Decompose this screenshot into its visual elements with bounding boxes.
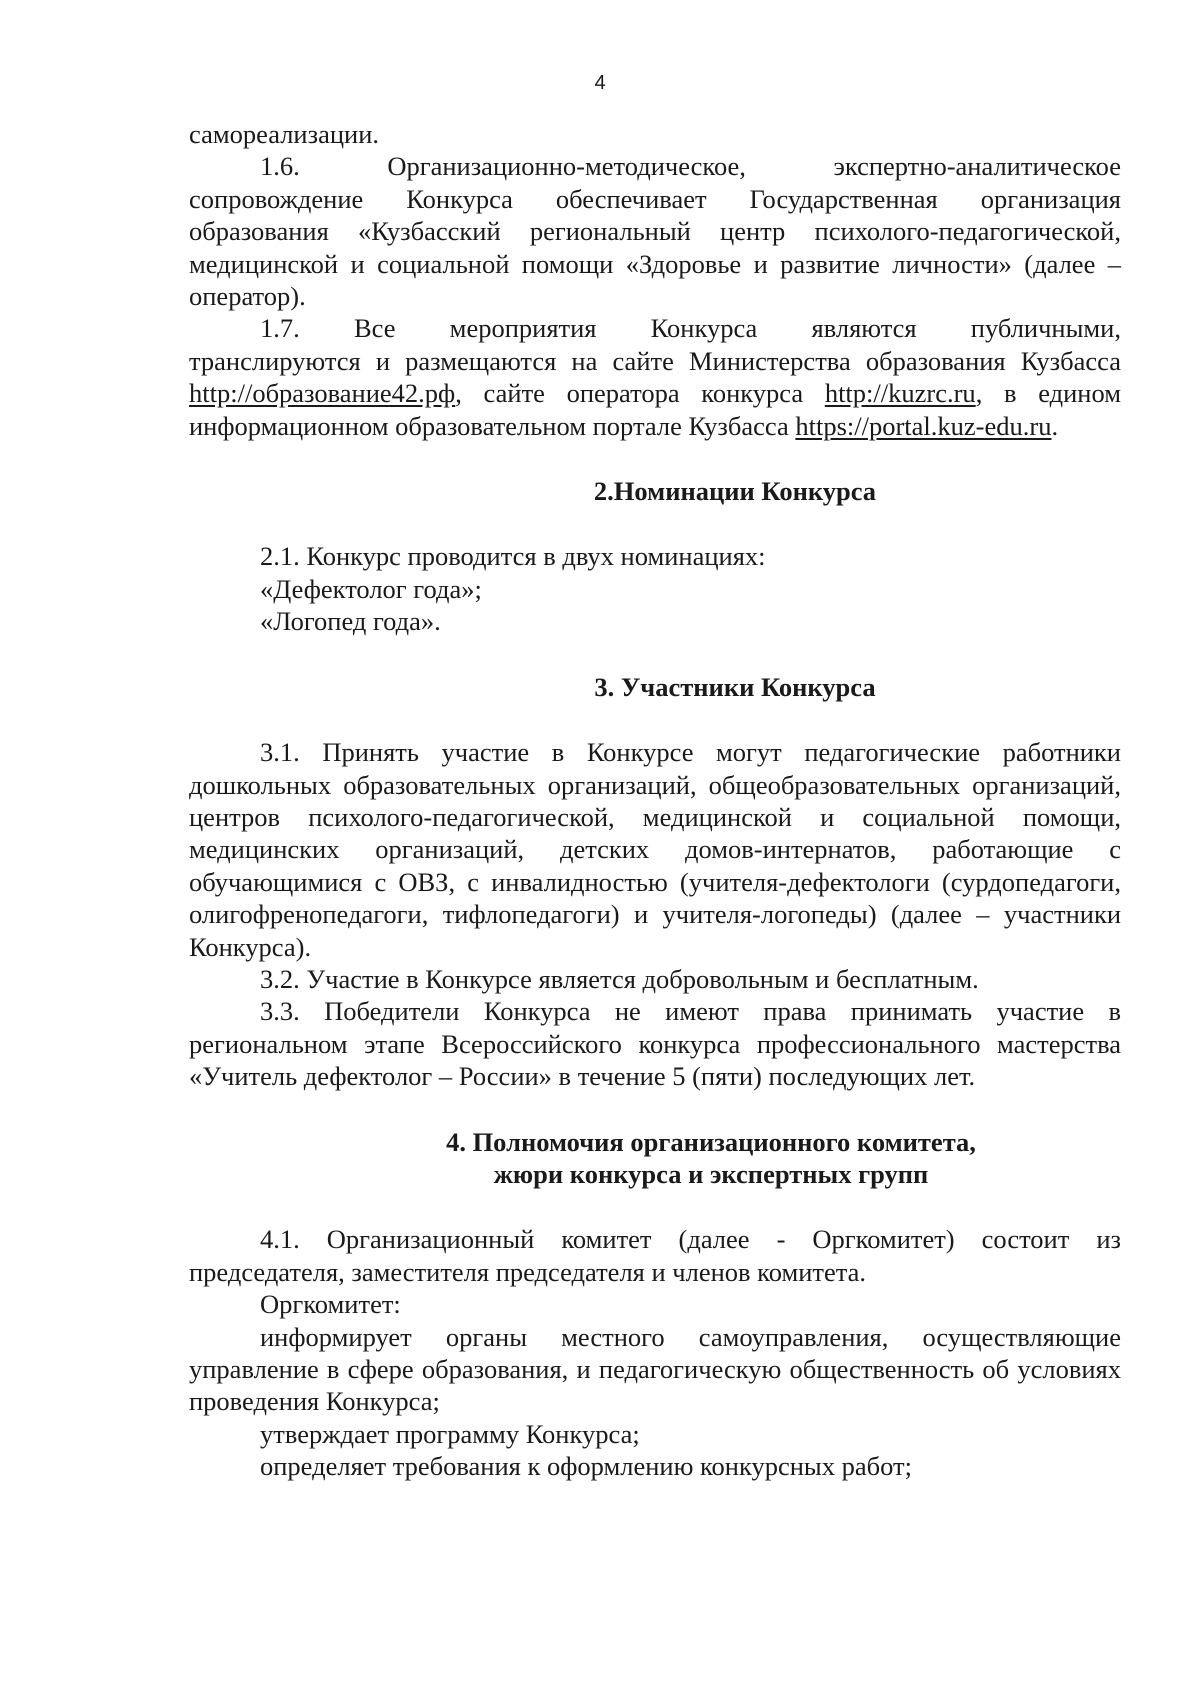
paragraph-1-6-lead: 1.6. Организационно-методическое, экспертно-аналитическое <box>260 151 1121 182</box>
section-4-heading-line-1: 4. Полномочия организационного комитета, <box>446 1126 976 1157</box>
text-segment: , в едином информационном образовательном портале Кузбасса <box>189 378 1121 441</box>
ministry-link[interactable]: http://образование42.рф <box>189 378 456 409</box>
text-segment: , сайте оператора конкурса <box>455 378 825 409</box>
orgkomitet-duty-3: определяет требования к оформлению конкурсных работ; <box>260 1451 912 1482</box>
section-3-heading: 3. Участники Конкурса <box>594 671 876 702</box>
item-2-1: 2.1. Конкурс проводится в двух номинациях: <box>260 541 766 572</box>
nomination-speech-therapist: «Логопед года». <box>260 606 441 637</box>
paragraph-1-6: сопровождение Конкурса обеспечивает Государственная организация образования «Кузбасский региональный центр психолого-педагогической, медицинской и социальной помощи «Здоровье и развитие личности» (далее – оператор). <box>189 183 1121 312</box>
paragraph-3-2: 3.2. Участие в Конкурсе является добровольным и бесплатным. <box>260 963 979 994</box>
text-segment: транслируются и размещаются на сайте Министерства образования Кузбасса <box>189 345 1121 376</box>
intro-line: самореализации. <box>189 119 380 149</box>
nomination-defectologist: «Дефектолог года»; <box>260 573 482 604</box>
document-body <box>189 118 1121 1483</box>
text-segment: . <box>1051 410 1059 441</box>
paragraph-1-7 <box>189 345 1121 442</box>
orgkomitet-label: Оргкомитет: <box>260 1289 401 1320</box>
section-4-heading-line-2: жюри конкурса и экспертных групп <box>493 1158 929 1189</box>
section-2-heading: 2.Номинации Конкурса <box>593 476 877 507</box>
portal-link[interactable]: https://portal.kuz-edu.ru <box>795 410 1052 441</box>
orgkomitet-duty-1: информирует органы местного самоуправления, осуществляющие управление в сфере образования, и педагогическую общественность об условиях проведения Конкурса; <box>189 1321 1121 1417</box>
orgkomitet-duty-2: утверждает программу Конкурса; <box>260 1418 640 1449</box>
paragraph-1-7-lead: 1.7. Все мероприятия Конкурса являются публичными, <box>260 313 1121 344</box>
operator-link[interactable]: http://kuzrc.ru <box>824 378 976 409</box>
paragraph-3-3: 3.3. Победители Конкурса не имеют права принимать участие в региональном этапе Всероссийского конкурса профессионального мастерства «Учитель дефектолог – России» в течение 5 (пяти) последующих лет. <box>189 996 1121 1092</box>
paragraph-4-1: 4.1. Организационный комитет (далее - Оргкомитет) состоит из председателя, заместителя председателя и членов комитета. <box>189 1224 1121 1287</box>
section-4-heading <box>189 1126 1121 1191</box>
page-number: 4 <box>594 72 606 94</box>
paragraph-3-1: 3.1. Принять участие в Конкурсе могут педагогические работники дошкольных образовательных организаций, общеобразовательных организаций, центров психолого-педагогической, медицинской и социальной помощи, медицинских организаций, детских домов-интернатов, работающие с обучающимися с ОВЗ, с инвалидностью (учителя-дефектологи (сурдопедагоги, олигофренопедагоги, тифлопедагоги) и учителя-логопеды) (далее – участники Конкурса). <box>189 737 1121 962</box>
